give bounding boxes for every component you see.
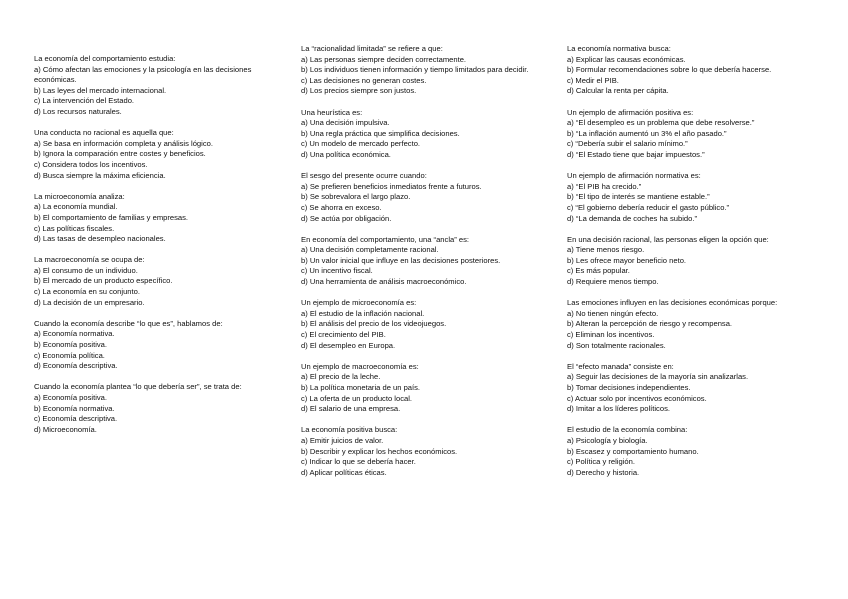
answer-option: c) El crecimiento del PIB. (301, 330, 386, 340)
question-text: El estudio de la economía combina: (567, 425, 688, 435)
question-block (567, 44, 803, 97)
question-block (301, 235, 541, 288)
question-text: Cuando la economía plantea “lo que debería ser”, se trata de: (34, 382, 242, 392)
answer-option: a) Se prefieren beneficios inmediatos frente a futuros. (301, 181, 482, 191)
question-block (301, 44, 541, 97)
answer-option: c) Eliminan los incentivos. (567, 330, 655, 340)
answer-option: c) “Debería subir el salario mínimo.” (567, 139, 688, 149)
answer-option: d) Microeconomía. (34, 424, 97, 434)
answer-option: d) “El Estado tiene que bajar impuestos.” (567, 149, 705, 159)
question-text: La economía positiva busca: (301, 425, 398, 435)
question-block (34, 128, 270, 181)
answer-option: c) Medir el PIB. (567, 75, 619, 85)
answer-option: d) Son totalmente racionales. (567, 340, 666, 350)
question-text: En economía del comportamiento, una “ancla” es: (301, 234, 469, 244)
question-block (567, 298, 803, 351)
answer-option: c) Política y religión. (567, 457, 635, 467)
answer-option: a) Explicar las causas económicas. (567, 54, 686, 64)
question-block (567, 108, 803, 161)
answer-option: a) Seguir las decisiones de la mayoría sin analizarlas. (567, 372, 749, 382)
answer-option: b) Las leyes del mercado internacional. (34, 85, 167, 95)
answer-option: a) “El desempleo es un problema que debe resolverse.” (567, 118, 755, 128)
answer-option: a) Las personas siempre deciden correctamente. (301, 54, 467, 64)
answer-option: c) Las decisiones no generan costes. (301, 75, 427, 85)
question-block (567, 235, 803, 288)
answer-option: c) Economía descriptiva. (34, 414, 118, 424)
answer-option: d) Las tasas de desempleo nacionales. (34, 234, 166, 244)
question-block (301, 362, 541, 415)
answer-option: b) Un valor inicial que influye en las decisiones posteriores. (301, 255, 501, 265)
question-block (567, 362, 803, 415)
question-block (567, 425, 803, 478)
answer-option: b) El comportamiento de familias y empresas. (34, 212, 189, 222)
answer-option: d) El desempleo en Europa. (301, 340, 396, 350)
answer-option: a) El consumo de un individuo. (34, 265, 138, 275)
answer-option: a) Psicología y biología. (567, 435, 648, 445)
answer-option: b) Tomar decisiones independientes. (567, 383, 691, 392)
answer-option: a) Economía positiva. (34, 393, 108, 402)
answer-option: a) El estudio de la inflación nacional. (301, 308, 425, 318)
answer-option: d) Derecho y historia. (567, 467, 640, 477)
question-text: La “racionalidad limitada” se refiere a que: (301, 44, 443, 53)
question-block (567, 171, 803, 224)
answer-option: d) Requiere menos tiempo. (567, 277, 659, 287)
answer-option: d) El salario de una empresa. (301, 404, 401, 414)
answer-option: c) Considera todos los incentivos. (34, 159, 148, 169)
answer-option: b) Escasez y comportamiento humano. (567, 446, 699, 456)
question-text: Un ejemplo de microeconomía es: (301, 298, 417, 308)
answer-option: d) Los precios siempre son justos. (301, 86, 417, 96)
answer-option: a) Una decisión completamente racional. (301, 245, 439, 255)
column-middle (301, 44, 541, 489)
question-text: Un ejemplo de afirmación normativa es: (567, 171, 701, 181)
question-text: Cuando la economía describe “lo que es”, hablamos de: (34, 318, 223, 328)
answer-option: c) “El gobierno debería reducir el gasto público.” (567, 202, 730, 212)
answer-option: d) “La demanda de coches ha subido.” (567, 213, 698, 223)
answer-option: c) Un incentivo fiscal. (301, 266, 373, 276)
answer-option: d) Se actúa por obligación. (301, 213, 392, 223)
answer-option: a) Economía normativa. (34, 329, 115, 339)
answer-option: a) Tiene menos riesgo. (567, 245, 645, 255)
question-block (34, 319, 270, 372)
answer-option: d) Busca siempre la máxima eficiencia. (34, 170, 166, 180)
answer-option: b) Describir y explicar los hechos económicos. (301, 446, 458, 456)
answer-option: c) La oferta de un producto local. (301, 393, 413, 403)
answer-option: b) Economía positiva. (34, 340, 108, 350)
answer-option: b) “El tipo de interés se mantiene estable.” (567, 192, 710, 202)
answer-option: c) Economía política. (34, 350, 105, 360)
answer-option: d) Aplicar políticas éticas. (301, 467, 387, 477)
answer-option: b) Ignora la comparación entre costes y beneficios. (34, 149, 206, 159)
answer-option: c) Indicar lo que se debería hacer. (301, 457, 416, 467)
answer-option: c) Actuar solo por incentivos económicos. (567, 393, 707, 403)
column-right (567, 44, 803, 489)
answer-option: a) Emitir juicios de valor. (301, 435, 384, 445)
answer-option: c) Las políticas fiscales. (34, 223, 115, 233)
answer-option: c) La economía en su conjunto. (34, 287, 140, 297)
answer-option: b) “La inflación aumentó un 3% el año pasado.” (567, 128, 727, 138)
question-block (34, 54, 270, 118)
answer-option: d) Una política económica. (301, 149, 391, 159)
answer-option: d) Imitar a los líderes políticos. (567, 404, 670, 414)
answer-option: b) Los individuos tienen información y tiempo limitados para decidir. (301, 65, 529, 75)
answer-option: a) La economía mundial. (34, 202, 118, 212)
question-block (301, 298, 541, 351)
column-left (34, 44, 270, 446)
answer-option: d) Una herramienta de análisis macroeconómico. (301, 277, 467, 287)
answer-option: a) El precio de la leche. (301, 372, 381, 382)
answer-option: b) Economía normativa. (34, 403, 115, 413)
answer-option: c) Un modelo de mercado perfecto. (301, 139, 421, 149)
answer-option: b) Se sobrevalora el largo plazo. (301, 192, 411, 202)
answer-option: a) Se basa en información completa y análisis lógico. (34, 138, 213, 148)
question-text: El “efecto manada” consiste en: (567, 361, 674, 371)
answer-option: d) Los recursos naturales. (34, 106, 122, 116)
answer-option: b) El mercado de un producto específico. (34, 276, 173, 286)
question-text: Una heurística es: (301, 107, 363, 117)
answer-option: a) “El PIB ha crecido.” (567, 181, 642, 191)
answer-option: d) La decisión de un empresario. (34, 297, 145, 307)
answer-option: b) Alteran la percepción de riesgo y recompensa. (567, 319, 733, 329)
question-text: La economía normativa busca: (567, 44, 671, 53)
question-text: La macroeconomía se ocupa de: (34, 255, 145, 265)
answer-option: a) Cómo afectan las emociones y la psicología en las decisiones económicas. (34, 64, 252, 85)
answer-option: c) Es más popular. (567, 266, 630, 276)
question-text: La economía del comportamiento estudia: (34, 54, 176, 63)
answer-option: b) La política monetaria de un país. (301, 383, 421, 392)
answer-option: a) No tienen ningún efecto. (567, 308, 659, 318)
question-block (301, 108, 541, 161)
answer-option: b) Les ofrece mayor beneficio neto. (567, 255, 687, 265)
question-text: Un ejemplo de afirmación positiva es: (567, 107, 694, 117)
question-block (301, 425, 541, 478)
question-text: La microeconomía analiza: (34, 191, 125, 201)
question-block (34, 382, 270, 435)
question-text: El sesgo del presente ocurre cuando: (301, 171, 427, 181)
question-text: En una decisión racional, las personas eligen la opción que: (567, 234, 769, 244)
question-block (301, 171, 541, 224)
answer-option: d) Economía descriptiva. (34, 361, 118, 371)
answer-option: c) La intervención del Estado. (34, 96, 135, 106)
answer-option: b) Una regla práctica que simplifica decisiones. (301, 128, 460, 138)
answer-option: b) Formular recomendaciones sobre lo que debería hacerse. (567, 65, 772, 75)
answer-option: c) Se ahorra en exceso. (301, 202, 382, 212)
question-text: Un ejemplo de macroeconomía es: (301, 361, 419, 371)
question-block (34, 192, 270, 245)
answer-option: d) Calcular la renta per cápita. (567, 86, 669, 96)
answer-option: b) El análisis del precio de los videojuegos. (301, 319, 447, 329)
question-text: Una conducta no racional es aquella que: (34, 128, 174, 138)
question-block (34, 255, 270, 308)
answer-option: a) Una decisión impulsiva. (301, 118, 390, 128)
question-text: Las emociones influyen en las decisiones económicas porque: (567, 298, 778, 308)
